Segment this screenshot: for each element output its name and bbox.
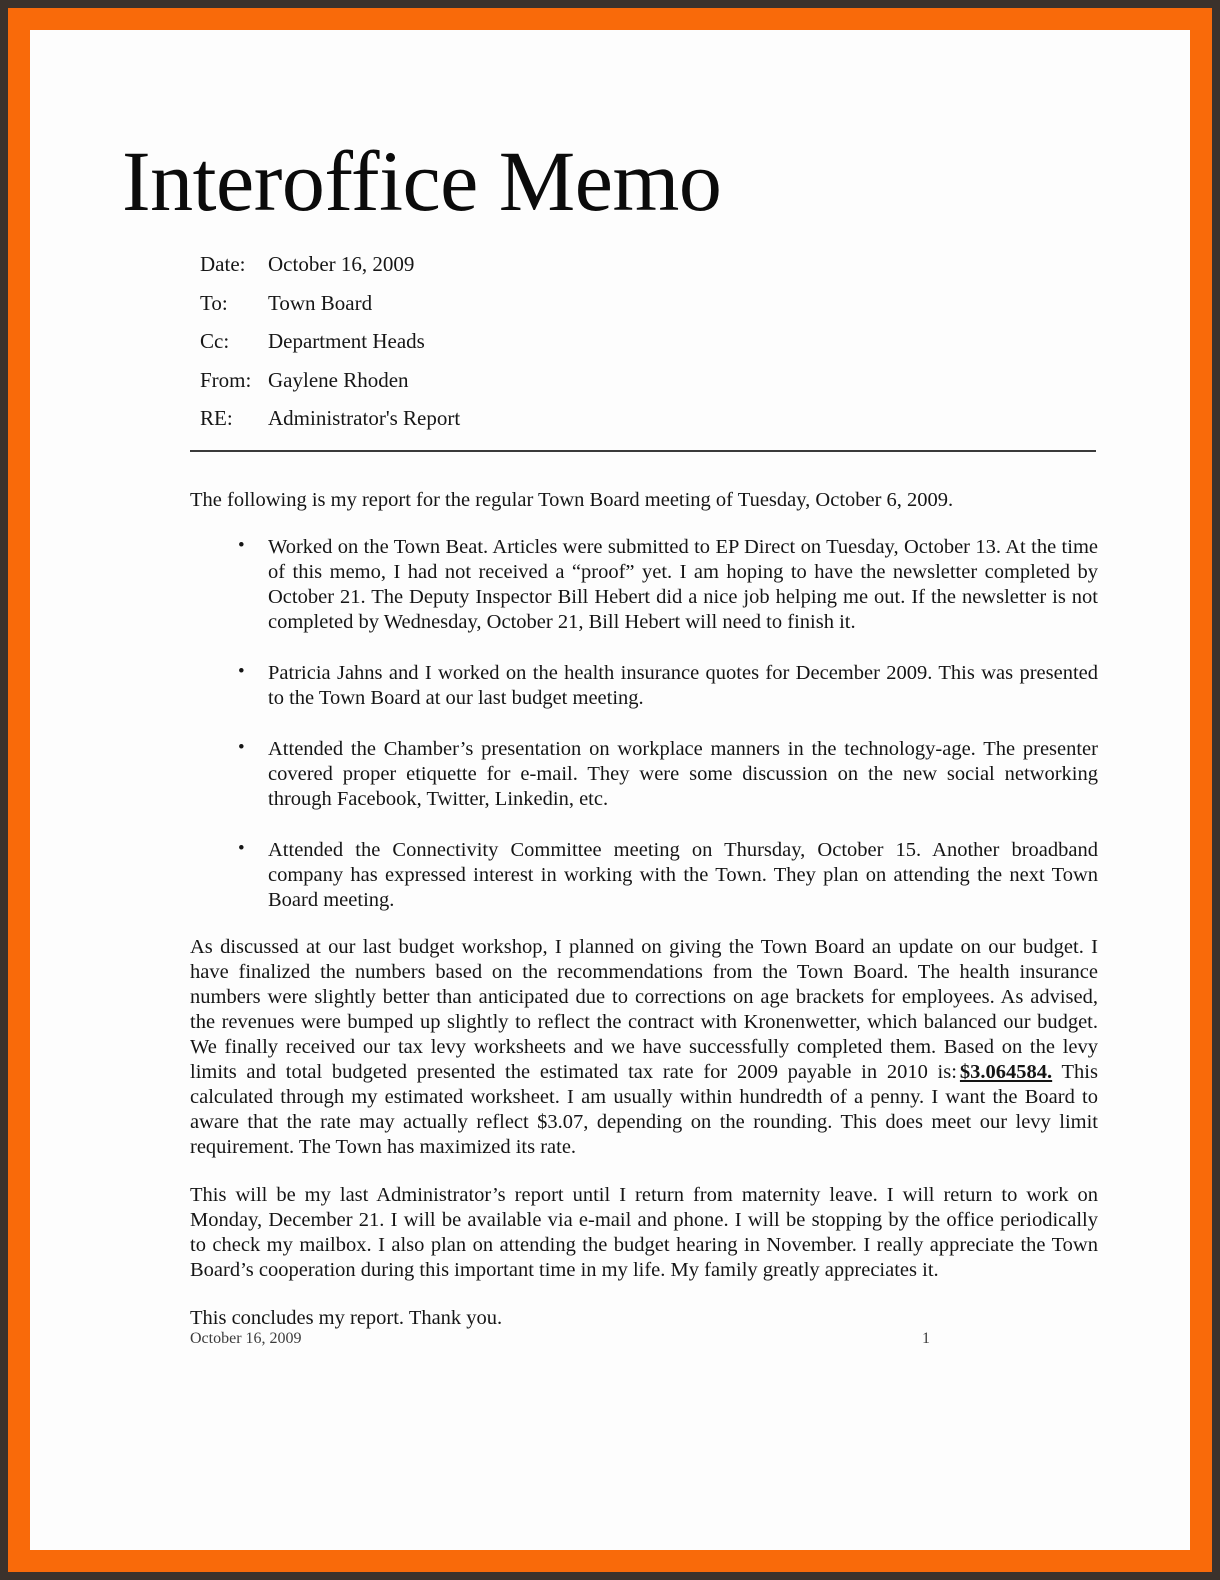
list-item: • Patricia Jahns and I worked on the health insurance quotes for December 2009. This was presented to the Town Board at our last budget meeting. — [190, 661, 1098, 711]
list-item: • Attended the Chamber’s presentation on workplace manners in the technology-age. The presenter covered proper etiquette for e-mail. They were some discussion on the new social networking through Facebook, Twitter, Linkedin, etc. — [190, 737, 1098, 812]
footer-page-number: 1 — [922, 1330, 930, 1347]
memo-body — [190, 488, 1098, 1331]
page-title: Interoffice Memo — [122, 133, 722, 229]
tax-rate-amount: $3.064584. — [959, 1061, 1053, 1083]
field-value-date: October 16, 2009 — [268, 252, 415, 276]
report-bullet-list — [190, 535, 1098, 913]
field-row-from — [200, 368, 820, 393]
memo-header-fields — [200, 252, 820, 445]
intro-paragraph: The following is my report for the regular Town Board meeting of Tuesday, October 6, 2009. — [190, 489, 954, 511]
field-row-cc — [200, 329, 820, 354]
memo-sheet — [30, 30, 1190, 1550]
field-value-re: Administrator's Report — [268, 406, 461, 430]
footer-date: October 16, 2009 — [190, 1330, 302, 1347]
field-value-to: Town Board — [268, 290, 373, 315]
field-label-from: From: — [200, 367, 252, 392]
field-label-cc: Cc: — [200, 329, 230, 353]
field-row-to — [200, 291, 820, 316]
orange-border-frame — [8, 8, 1212, 1572]
field-row-date — [200, 252, 820, 277]
closing-paragraph: This concludes my report. Thank you. — [190, 1307, 503, 1329]
field-label-date: Date: — [200, 252, 246, 276]
field-label-to: To: — [200, 290, 228, 315]
maternity-leave-paragraph: This will be my last Administrator’s report until I return from maternity leave. I will return to work on Monday, December 21. I will be available via e-mail and phone. I will be stopping by the office periodically to check my mailbox. I also plan on attending the budget hearing in November. I really appreciate the Town Board’s cooperation during this important time in my life. My family greatly appreciates it. — [190, 1184, 1098, 1281]
page-footer — [190, 1330, 930, 1348]
budget-paragraph-part1: As discussed at our last budget workshop, I planned on giving the Town Board an update on our budget. I have finalized the numbers based on the recommendations from the Town Board. The health insurance numbers were slightly better than anticipated due to corrections on age brackets for employees. As advised, the revenues were bumped up slightly to reflect the contract with Kronenwetter, which balanced our budget. We finally received our tax levy worksheets and we have successfully completed them. Based on the levy limits and total budgeted presented the estimated tax rate for 2009 payable in 2010 is: — [190, 936, 1098, 1083]
budget-paragraph-part2: This calculated through my estimated worksheet. I am usually within hundredth of a penny. I want the Board to aware that the rate may actually reflect $3.07, depending on the rounding. This does meet our levy limit requirement. The Town has maximized its rate. — [190, 1061, 1098, 1158]
field-label-re: RE: — [200, 406, 233, 430]
budget-paragraph — [190, 935, 1098, 1160]
list-item: • Worked on the Town Beat. Articles were submitted to EP Direct on Tuesday, October 13. At the time of this memo, I had not received a “proof” yet. I am hoping to have the newsletter completed by October 21. The Deputy Inspector Bill Hebert did a nice job helping me out. If the newsletter is not completed by Wednesday, October 21, Bill Hebert will need to finish it. — [190, 535, 1098, 635]
list-item: • Attended the Connectivity Committee meeting on Thursday, October 15. Another broadband company has expressed interest in working with the Town. They plan on attending the next Town Board meeting. — [190, 838, 1098, 913]
field-row-re — [200, 406, 820, 431]
header-divider — [190, 450, 1096, 452]
field-value-cc: Department Heads — [268, 329, 425, 353]
field-value-from: Gaylene Rhoden — [268, 367, 409, 392]
